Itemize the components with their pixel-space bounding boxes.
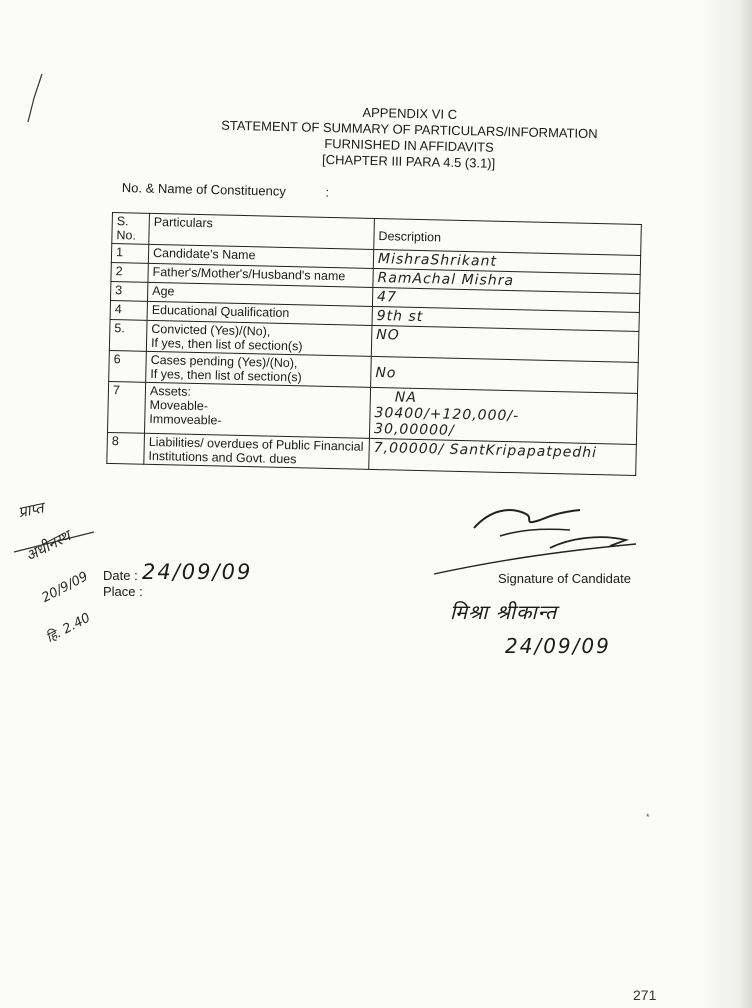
row-description: MishraShrikant — [373, 249, 640, 274]
date-label: Date : — [103, 568, 138, 583]
row-description — [369, 387, 637, 444]
chapter-reference: [CHAPTER III PARA 4.5 (3.1)] — [321, 151, 496, 171]
header-description: Description — [374, 218, 642, 255]
page-edge — [738, 0, 752, 1008]
date-value: 24/09/09 — [142, 560, 253, 584]
row-sno: 1 — [111, 244, 148, 264]
row-particulars-line: If yes, then list of section(s) — [150, 366, 302, 385]
margin-note: 20/9/09 — [39, 569, 91, 606]
small-mark: * — [646, 812, 650, 822]
signature-name: मिश्रा श्रीकान्त — [450, 600, 558, 624]
signature-label: Signature of Candidate — [498, 571, 631, 586]
row-description: No — [371, 356, 639, 393]
row-particulars-line: Assets: — [149, 383, 192, 399]
margin-note: अधीनस्थ — [22, 526, 74, 566]
row-particulars-line: Cases pending (Yes)/(No), — [150, 352, 298, 371]
signature-date: 24/09/09 — [505, 634, 611, 658]
margin-note: प्राप्त — [16, 498, 46, 522]
header-particulars: Particulars — [149, 213, 375, 249]
row-particulars: Liabilities/ overdues of Public Financial Institutions and Govt. dues — [144, 433, 370, 469]
date-place-block — [103, 568, 143, 600]
appendix-title: APPENDIX VI C — [362, 104, 458, 122]
row-sno: 5. — [109, 319, 147, 351]
header-sno: S. No. — [112, 213, 150, 245]
statement-title: STATEMENT OF SUMMARY OF PARTICULARS/INFORMATION — [220, 117, 598, 142]
row-description-line: 30400/+120,000/- — [374, 405, 520, 425]
row-particulars: Candidate's Name — [148, 244, 373, 268]
row-particulars — [144, 382, 370, 438]
document-header — [149, 100, 670, 176]
row-description: RamAchal Mishra — [373, 268, 640, 293]
row-particulars-line: If yes, then list of section(s) — [150, 335, 303, 354]
row-particulars: Father's/Mother's/Husband's name — [148, 263, 373, 287]
constituency-line — [122, 180, 330, 200]
place-label: Place : — [103, 584, 143, 599]
row-particulars: Age — [147, 282, 372, 306]
row-particulars-line: Convicted (Yes)/(No), — [151, 321, 271, 339]
row-sno: 2 — [111, 262, 148, 282]
row-sno: 7 — [107, 381, 145, 433]
row-particulars: Educational Qualification — [147, 301, 372, 325]
row-sno: 6 — [109, 350, 147, 382]
scan-shadow — [698, 0, 738, 1008]
particulars-table — [106, 212, 642, 476]
row-description-line: 30,00000/ — [373, 421, 455, 439]
row-particulars — [146, 320, 372, 356]
margin-note: हि. 2.40 — [43, 610, 93, 647]
row-particulars-line: Immoveable- — [149, 411, 222, 428]
constituency-colon: : — [325, 184, 330, 200]
row-particulars-line: Moveable- — [149, 397, 209, 414]
row-sno: 3 — [110, 281, 147, 301]
row-description: 7,00000/ SantKripapatpedhi — [369, 438, 637, 475]
row-description: 9th st — [372, 306, 639, 331]
row-description: 47 — [372, 287, 639, 312]
furnished-title: FURNISHED IN AFFIDAVITS — [324, 135, 494, 155]
signature-scribble — [430, 500, 640, 580]
row-particulars — [146, 351, 372, 387]
pen-mark — [20, 70, 60, 130]
row-description-line: NA — [394, 389, 418, 406]
page-number: 271 — [633, 987, 657, 1003]
row-sno: 4 — [110, 300, 147, 320]
row-description: NO — [371, 325, 639, 362]
constituency-label: No. & Name of Constituency — [121, 180, 286, 199]
row-sno: 8 — [107, 432, 145, 464]
